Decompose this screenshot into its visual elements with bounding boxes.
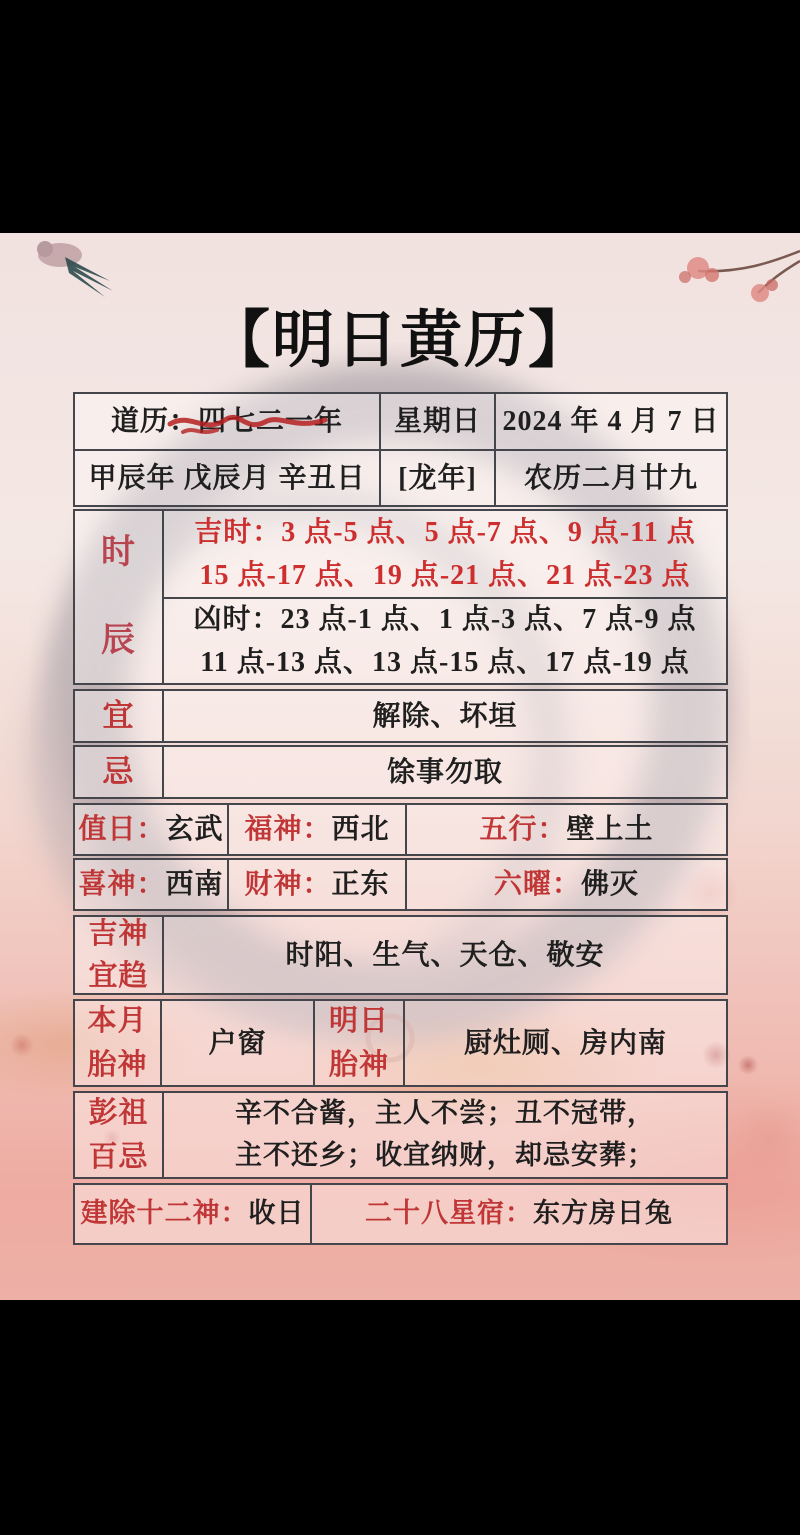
inauspicious-hours-cell	[164, 597, 726, 683]
dao-calendar-cell	[75, 394, 379, 449]
month-fetal-god-label-line1: 本月	[87, 1004, 148, 1037]
caishen-value: 正东	[331, 869, 390, 900]
pengzu-label-line2: 百忌	[88, 1141, 149, 1173]
liuyao-label: 六曜：	[493, 869, 581, 900]
auspicious-hours-cell	[164, 511, 726, 597]
page-title: 【明日黄历】	[207, 307, 592, 375]
liuyao-cell	[405, 860, 726, 909]
xingxiu-cell	[310, 1185, 726, 1243]
xishen-label: 喜神：	[78, 869, 166, 900]
suitable-value: 解除、坏垣	[372, 700, 518, 732]
jianchu-xingxiu-box	[73, 1183, 728, 1245]
auspicious-spirits-label-line1: 吉神	[88, 917, 149, 950]
auspicious-spirits-value-cell	[162, 917, 726, 993]
inauspicious-hours-line2: 11 点-13 点、13 点-15 点、17 点-19 点	[200, 647, 690, 678]
suitable-box	[73, 689, 728, 743]
month-fetal-god-label-line2: 胎神	[87, 1049, 148, 1081]
month-fetal-god-label-cell	[75, 1001, 160, 1085]
month-fetal-god-value: 户窗	[208, 1027, 267, 1059]
wuxing-value: 壁上土	[566, 814, 654, 845]
suitable-label: 宜	[102, 697, 135, 733]
pengzu-value-line2: 主不还乡；收宜纳财，却忌安葬；	[235, 1140, 655, 1170]
zhiri-cell	[75, 805, 227, 854]
poster-content-panel	[0, 233, 800, 1300]
suitable-value-cell	[162, 691, 726, 741]
wuxing-cell	[405, 805, 726, 854]
avoid-label: 忌	[102, 753, 135, 789]
date-info-box	[73, 392, 728, 507]
auspicious-spirits-label-cell	[75, 917, 162, 993]
zodiac-year-text: [龙年]	[398, 462, 477, 494]
lunar-date-cell	[496, 449, 726, 505]
avoid-label-cell	[75, 747, 162, 797]
auspicious-spirits-box	[73, 915, 728, 995]
tomorrow-fetal-god-label-cell	[313, 1001, 403, 1085]
avoid-box	[73, 745, 728, 799]
deities-row2-box	[73, 858, 728, 911]
weekday-cell	[381, 394, 494, 449]
pengzu-value-line1: 辛不合酱，主人不尝；丑不冠带，	[235, 1098, 655, 1129]
jianchu-label: 建除十二神：	[80, 1198, 249, 1229]
pengzu-box	[73, 1091, 728, 1179]
zhiri-label: 值日：	[78, 814, 166, 845]
month-fetal-god-value-cell	[160, 1001, 313, 1085]
liuyao-value: 佛灭	[581, 869, 640, 900]
fushen-cell	[227, 805, 405, 854]
xingxiu-value: 东方房日兔	[533, 1198, 673, 1229]
shichen-box	[73, 509, 728, 685]
auspicious-hours-line1: 吉时：3 点-5 点、5 点-7 点、9 点-11 点	[194, 517, 696, 548]
shichen-label-cell	[75, 511, 162, 683]
deities-row1-box	[73, 803, 728, 856]
pengzu-value-cell	[162, 1093, 726, 1177]
tomorrow-fetal-god-label-line2: 胎神	[328, 1049, 389, 1081]
dao-calendar-text: 道历：四七二一年	[110, 406, 343, 437]
caishen-cell	[227, 860, 405, 909]
weekday-text: 星期日	[393, 406, 481, 437]
suitable-label-cell	[75, 691, 162, 741]
xishen-value: 西南	[165, 869, 224, 900]
tomorrow-fetal-god-value-cell	[403, 1001, 726, 1085]
gregorian-date-cell	[496, 394, 726, 449]
wuxing-label: 五行：	[479, 814, 567, 845]
pengzu-label-cell	[75, 1093, 162, 1177]
jianchu-value: 收日	[248, 1198, 305, 1229]
caishen-label: 财神：	[244, 869, 332, 900]
shichen-label-line1: 时	[101, 533, 136, 571]
avoid-value: 馀事勿取	[386, 756, 503, 788]
lunar-date-text: 农历二月廿九	[523, 462, 698, 494]
zodiac-year-cell	[381, 449, 494, 505]
inauspicious-hours-line1: 凶时：23 点-1 点、1 点-3 点、7 点-9 点	[193, 604, 697, 635]
auspicious-spirits-label-line2: 宜趋	[88, 960, 149, 992]
fetal-god-box	[73, 999, 728, 1087]
jianchu-cell	[75, 1185, 310, 1243]
zhiri-value: 玄武	[165, 814, 224, 845]
fushen-value: 西北	[331, 814, 390, 845]
xishen-cell	[75, 860, 227, 909]
almanac-table	[73, 392, 728, 1245]
xingxiu-label: 二十八星宿：	[365, 1198, 533, 1229]
tomorrow-fetal-god-label-line1: 明日	[328, 1004, 389, 1037]
avoid-value-cell	[162, 747, 726, 797]
tomorrow-fetal-god-value: 厨灶厕、房内南	[463, 1027, 667, 1059]
shichen-label-line2: 辰	[101, 622, 136, 659]
ganzhi-text: 甲辰年 戊辰月 辛丑日	[88, 462, 366, 494]
ganzhi-cell	[75, 449, 379, 505]
auspicious-hours-line2: 15 点-17 点、19 点-21 点、21 点-23 点	[199, 560, 691, 591]
pengzu-label-line1: 彭祖	[88, 1096, 149, 1129]
gregorian-date-text: 2024 年 4 月 7 日	[502, 406, 720, 437]
auspicious-spirits-value: 时阳、生气、天仓、敬安	[285, 939, 605, 971]
fushen-label: 福神：	[244, 814, 332, 845]
